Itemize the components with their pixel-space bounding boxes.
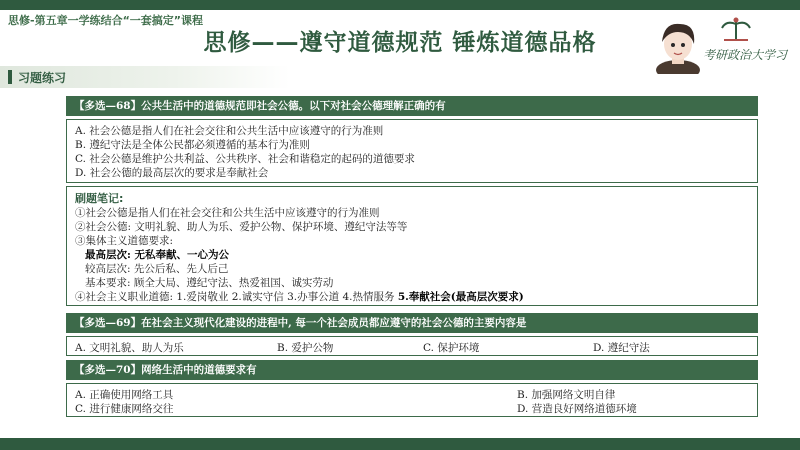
- note-line: ①社会公德是指人们在社会交往和公共生活中应该遵守的行为准则: [75, 207, 380, 219]
- note-line: ②社会公德: 文明礼貌、助人为乐、爱护公物、保护环境、遵纪守法等等: [75, 221, 408, 233]
- page-title: 思修——遵守道德规范 锤炼道德品格: [203, 30, 597, 56]
- question-69-options: [66, 336, 758, 356]
- option-a[interactable]: A. 正确使用网络工具: [75, 389, 174, 401]
- note-line-highest: 最高层次: 无私奉献、一心为公: [85, 249, 230, 261]
- question-69-stem: 【多选—69】在社会主义现代化建设的进程中, 每一个社会成员都应遵守的社会公德的主要内容是: [66, 313, 758, 333]
- option-c[interactable]: C. 社会公德是维护公共利益、公共秩序、社会和谐稳定的起码的道德要求: [75, 153, 415, 165]
- option-d[interactable]: D. 社会公德的最高层次的要求是奉献社会: [75, 167, 269, 179]
- chapter-label: 思修-第五章一学练结合“一套搞定”课程: [8, 14, 204, 27]
- section-header: [0, 66, 290, 88]
- note-line-career: [75, 289, 524, 304]
- section-accent: [8, 70, 12, 84]
- option-a[interactable]: A. 文明礼貌、助人为乐: [75, 342, 184, 354]
- option-b[interactable]: B. 遵纪守法是全体公民都必须遵循的基本行为准则: [75, 139, 310, 151]
- note-line: ③集体主义道德要求:: [75, 235, 174, 247]
- note-line: 较高层次: 先公后私、先人后己: [85, 263, 229, 275]
- career-ethics-text: ④社会主义职业道德: 1.爱岗敬业 2.诚实守信 3.办事公道 4.热情服务: [75, 291, 398, 303]
- notes-title: 刷题笔记:: [75, 192, 124, 205]
- logo-icon: [718, 16, 754, 44]
- logo-text: 考研政治大学习: [703, 48, 788, 62]
- question-68-stem: 【多选—68】公共生活中的道德规范即社会公德。以下对社会公德理解正确的有: [66, 96, 758, 116]
- option-a[interactable]: A. 社会公德是指人们在社会交往和公共生活中应该遵守的行为准则: [75, 125, 384, 137]
- option-d[interactable]: D. 遵纪守法: [593, 342, 650, 354]
- note-line: 基本要求: 顾全大局、遵纪守法、热爱祖国、诚实劳动: [85, 277, 334, 289]
- option-b[interactable]: B. 加强网络文明自律: [517, 389, 616, 401]
- avatar: [652, 18, 704, 74]
- notes-panel: [66, 186, 758, 306]
- bottom-bar: [0, 438, 800, 450]
- option-d[interactable]: D. 营造良好网络道德环境: [517, 403, 637, 415]
- career-ethics-highlight: 5.奉献社会(最高层次要求): [397, 291, 524, 303]
- top-bar: [0, 0, 800, 10]
- option-c[interactable]: C. 进行健康网络交往: [75, 403, 174, 415]
- option-b[interactable]: B. 爱护公物: [277, 342, 334, 354]
- section-label: 习题练习: [18, 71, 67, 85]
- question-70-stem: 【多选—70】网络生活中的道德要求有: [66, 360, 758, 380]
- question-68-options: [66, 119, 758, 183]
- option-c[interactable]: C. 保护环境: [423, 342, 480, 354]
- question-70-options: [66, 383, 758, 417]
